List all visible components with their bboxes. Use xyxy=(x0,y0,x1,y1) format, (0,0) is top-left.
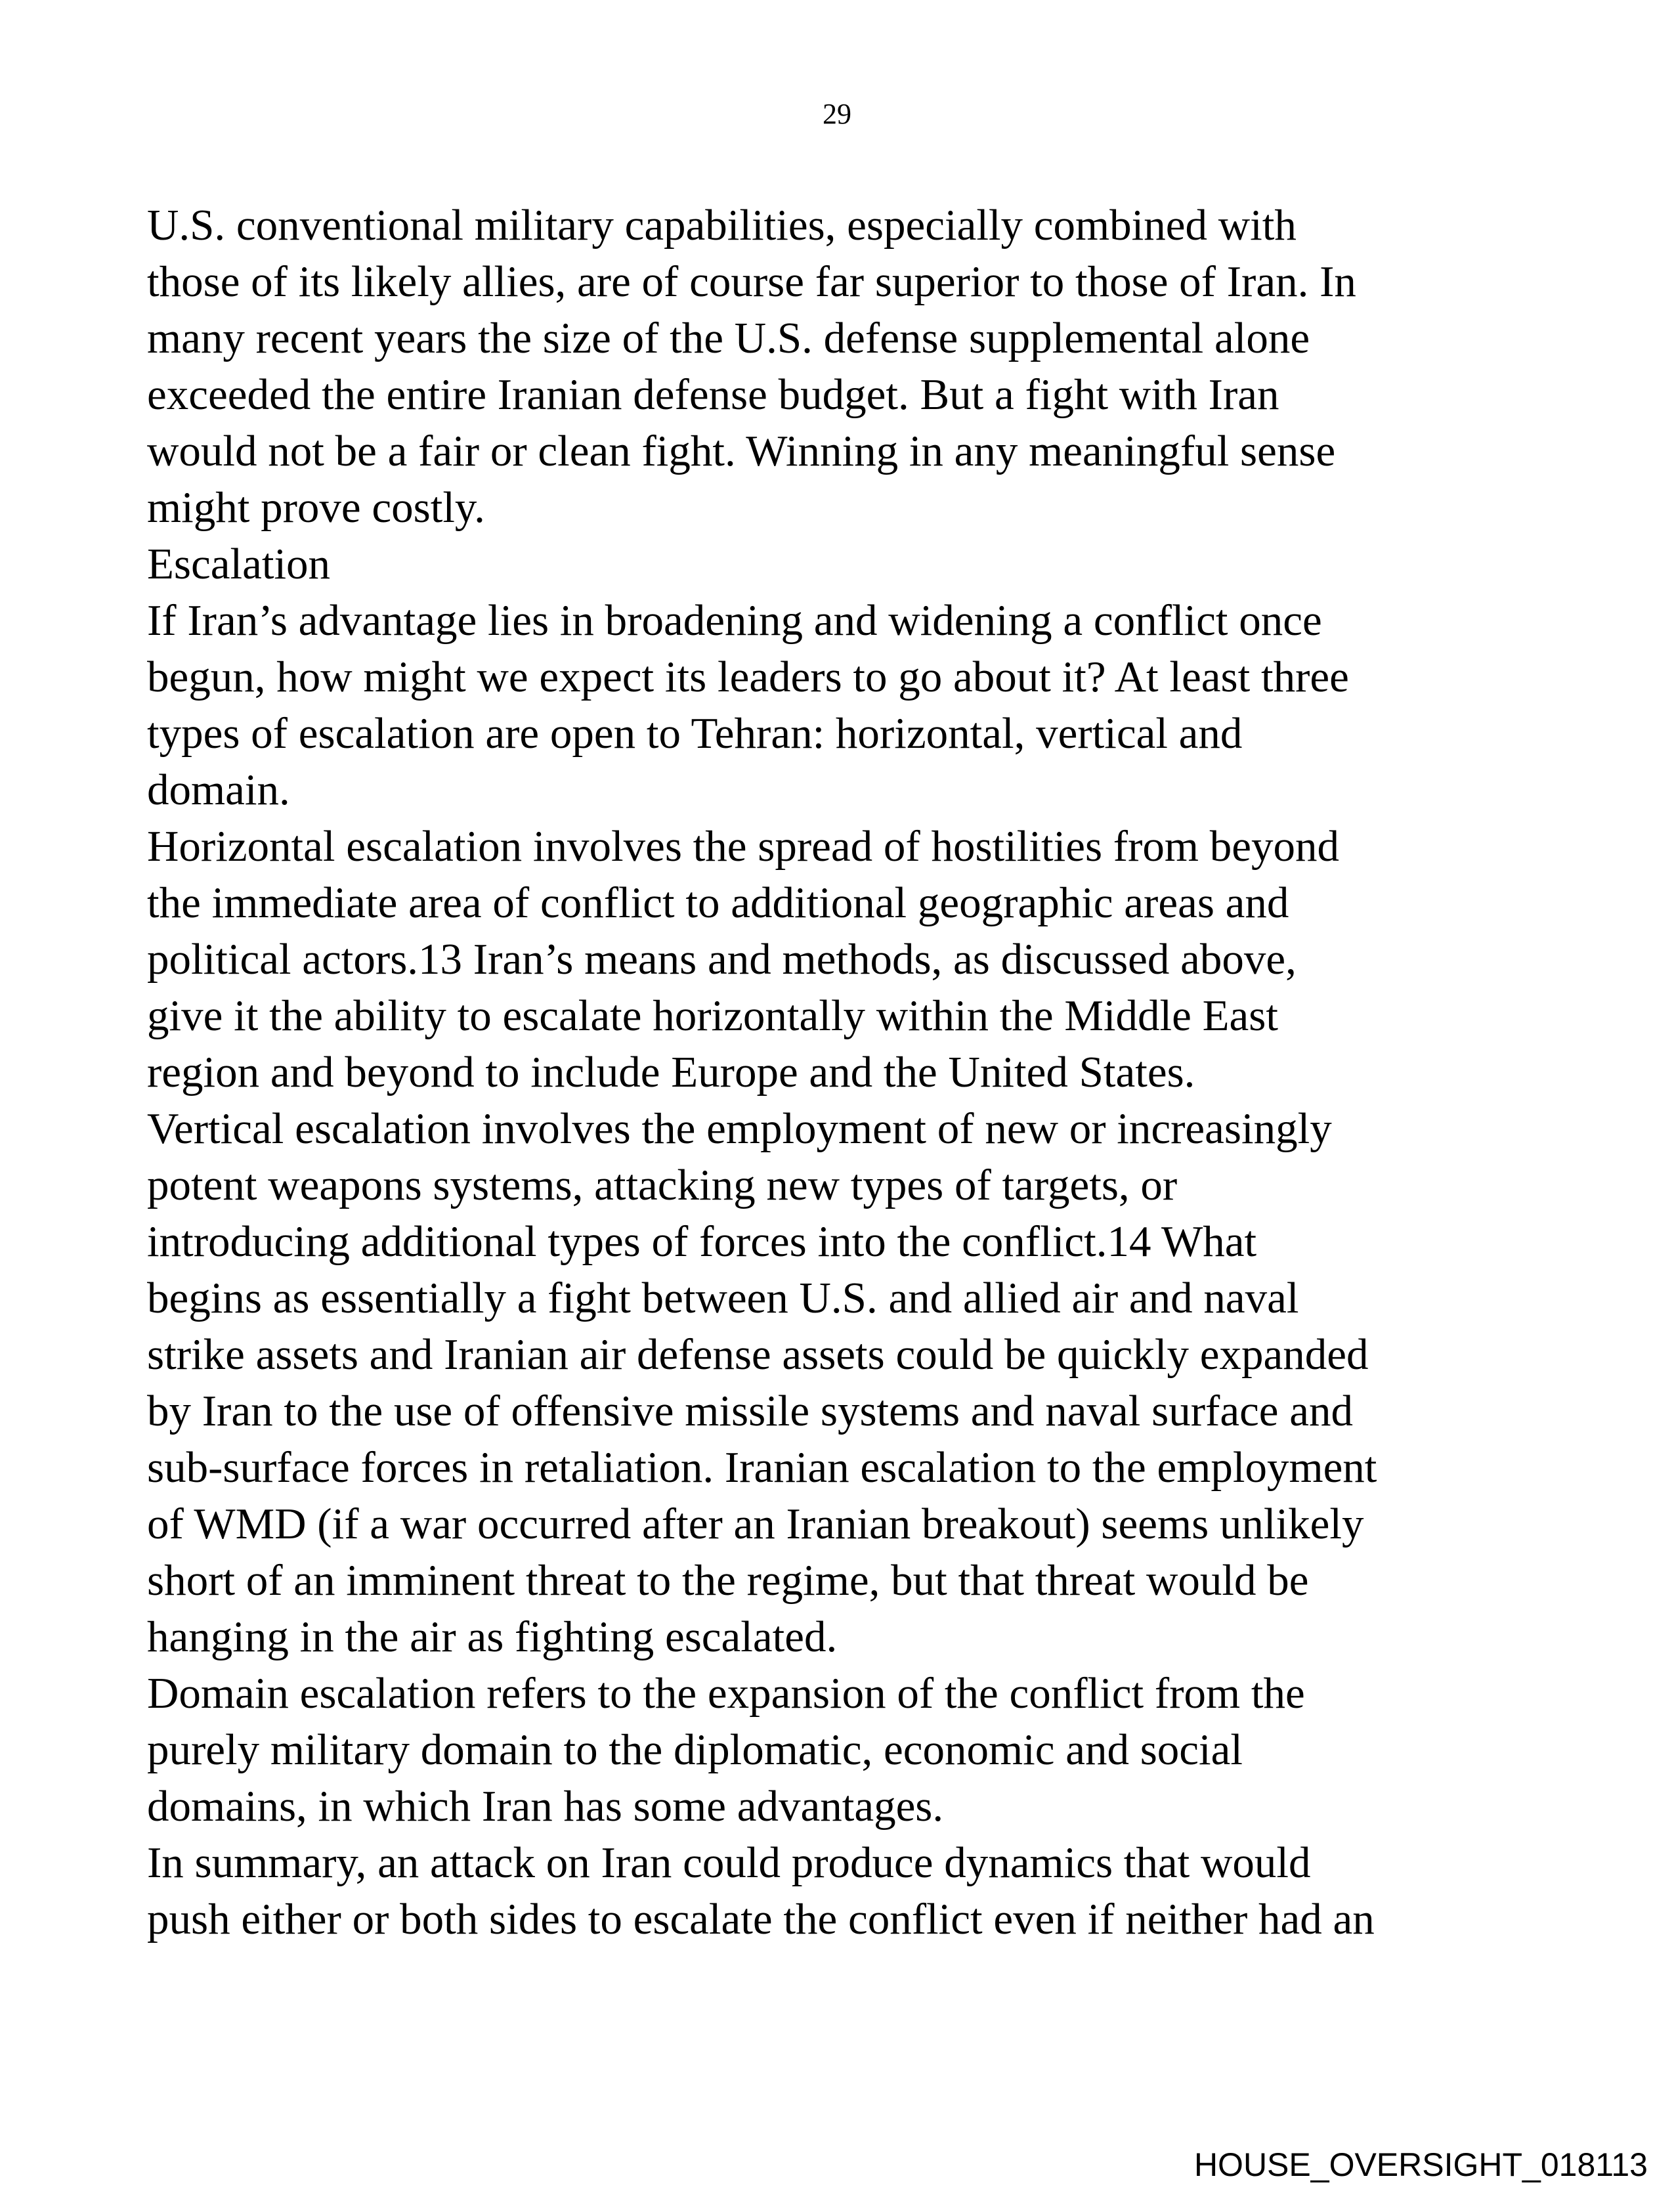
text-line: political actors.13 Iran’s means and methods, as discussed above, xyxy=(147,935,1297,984)
text-line: begins as essentially a fight between U.S. and allied air and naval xyxy=(147,1274,1299,1322)
section-heading-escalation: Escalation xyxy=(147,540,331,588)
text-line: introducing additional types of forces into the conflict.14 What xyxy=(147,1217,1257,1266)
text-line: sub-surface forces in retaliation. Iranian escalation to the employment xyxy=(147,1443,1377,1492)
text-line: those of its likely allies, are of course far superior to those of Iran. In xyxy=(147,257,1356,306)
text-line: If Iran’s advantage lies in broadening and widening a conflict once xyxy=(147,596,1322,645)
text-line: strike assets and Iranian air defense assets could be quickly expanded xyxy=(147,1330,1369,1379)
text-line: Domain escalation refers to the expansion of the conflict from the xyxy=(147,1669,1305,1718)
text-line: purely military domain to the diplomatic, economic and social xyxy=(147,1725,1243,1774)
text-line: In summary, an attack on Iran could produce dynamics that would xyxy=(147,1838,1311,1887)
text-line: U.S. conventional military capabilities, especially combined with xyxy=(147,201,1297,249)
text-line: hanging in the air as fighting escalated. xyxy=(147,1613,838,1661)
text-line: Vertical escalation involves the employment of new or increasingly xyxy=(147,1104,1332,1153)
text-line: by Iran to the use of offensive missile systems and naval surface and xyxy=(147,1387,1354,1435)
text-line: would not be a fair or clean fight. Winning in any meaningful sense xyxy=(147,427,1336,475)
document-id-footer: HOUSE_OVERSIGHT_018113 xyxy=(1193,2146,1648,2183)
text-line: give it the ability to escalate horizontally within the Middle East xyxy=(147,991,1278,1040)
text-line: many recent years the size of the U.S. defense supplemental alone xyxy=(147,314,1310,362)
text-line: region and beyond to include Europe and the United States. xyxy=(147,1048,1195,1096)
text-line: might prove costly. xyxy=(147,483,485,532)
text-line: types of escalation are open to Tehran: horizontal, vertical and xyxy=(147,709,1243,758)
text-line: domains, in which Iran has some advantages. xyxy=(147,1782,944,1831)
text-line: potent weapons systems, attacking new types of targets, or xyxy=(147,1161,1178,1209)
text-line: Horizontal escalation involves the spread of hostilities from beyond xyxy=(147,822,1340,871)
page-number: 29 xyxy=(823,98,851,130)
text-line: push either or both sides to escalate the conflict even if neither had an xyxy=(147,1895,1375,1943)
text-line: domain. xyxy=(147,766,290,814)
text-line: begun, how might we expect its leaders to go about it? At least three xyxy=(147,653,1349,701)
text-line: the immediate area of conflict to additional geographic areas and xyxy=(147,878,1289,927)
text-line: of WMD (if a war occurred after an Iranian breakout) seems unlikely xyxy=(147,1500,1364,1548)
body-text xyxy=(147,197,1552,1947)
text-line: short of an imminent threat to the regime, but that threat would be xyxy=(147,1556,1309,1605)
text-line: exceeded the entire Iranian defense budget. But a fight with Iran xyxy=(147,370,1279,419)
